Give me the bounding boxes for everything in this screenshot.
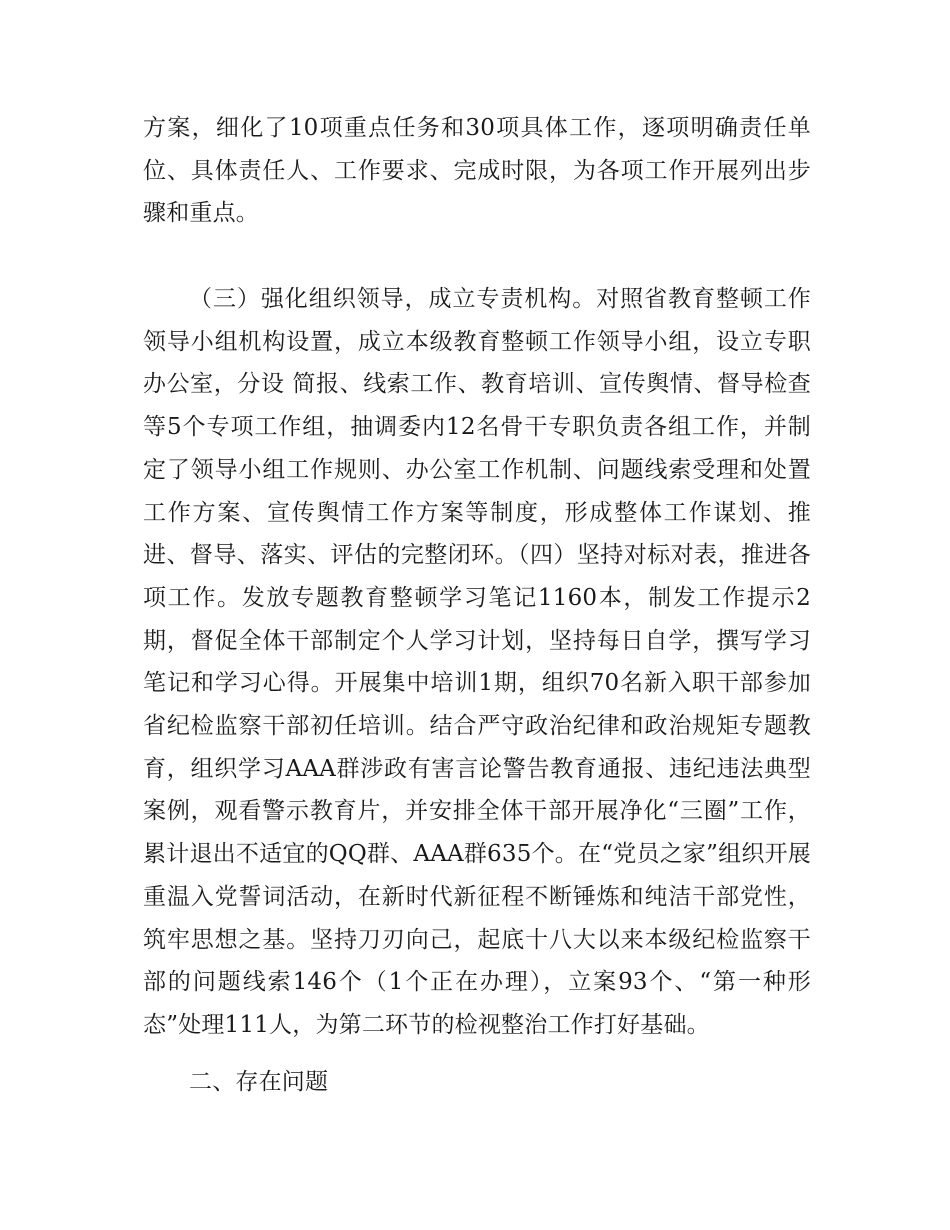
paragraph-organization-leadership: （三）强化组织领导，成立专责机构。对照省教育整顿工作领导小组机构设置，成立本级教育整顿工作领导小组，设立专职办公室，分设 简报、线索工作、教育培训、宣传舆情、督导检查等5个专项工作组，抽调委内12名骨干专职负责各组工作，并制定了领导小组工作规则、办公室工作机制、问题线索受理和处置工作方案、宣传舆情工作方案等制度，形成整体工作谋划、推进、督导、落实、评估的完整闭环。（四）坚持对标对表，推进各项工作。发放专题教育整顿学习笔记1160本，制发工作提示2期，督促全体干部制定个人学习计划，坚持每日自学，撰写学习笔记和学习心得。开展集中培训1期，组织70名新入职干部参加省纪检监察干部初任培训。结合严守政治纪律和政治规矩专题教育，组织学习AAA群涉政有害言论警告教育通报、违纪违法典型案例，观看警示教育片，并安排全体干部开展净化“三圈”工作，累计退出不适宜的QQ群、AAA群635个。在“党员之家”组织开展重温入党誓词活动，在新时代新征程不断锤炼和纯洁干部党性，筑牢思想之基。坚持刀刃向己，起底十八大以来本级纪检监察干部的问题线索146个（1个正在办理），立案93个、“第一种形态”处理111人，为第二环节的检视整治工作打好基础。 bbox=[143, 286, 811, 1038]
section-heading-existing-problems: 二、存在问题 bbox=[189, 1069, 329, 1095]
paragraph-continuation: 方案，细化了10项重点任务和30项具体工作，逐项明确责任单位、具体责任人、工作要求、完成时限，为各项工作开展列出步骤和重点。 bbox=[143, 115, 811, 227]
